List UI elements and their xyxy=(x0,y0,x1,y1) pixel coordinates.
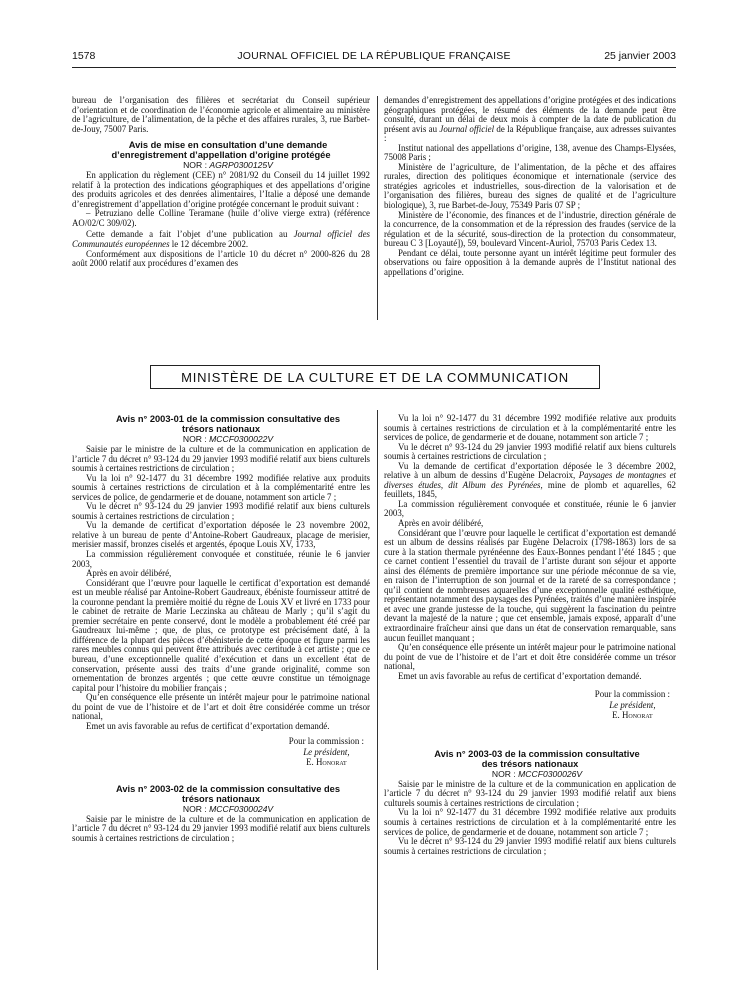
signature-title: Le président, xyxy=(303,746,350,757)
page-number: 1578 xyxy=(72,50,96,62)
running-header xyxy=(72,50,676,64)
paragraph: Considérant que l’œuvre pour laquelle le certificat d’exportation est demandé est un meuble réalisé par Antoine-Robert Gaudreaux, ébéniste fournisseur attitré de la couronne pendant la première moitié du règne de Louis XV et livré en 1733 pour le cabinet de retraite de Marie Leczinska au château de Marly ; qu’il s’agit du premier secrétaire en pente conservé, dont le modèle a probablement été créé par Gaudreaux lui-même ; que, de plus, ce prototype est précisément daté, à la différence de la plupart des pièces d’ébénisterie de cette époque et figure parmi les rares meubles connus qui peuvent être attribués avec certitude à cet artiste ; que ce bureau, d’une exceptionnelle qualité d’exécution et dans un excellent état de conservation, présente aussi des traits d’une grande originalité, comme son ornementation de bronzes argentés ; que cette œuvre constitue un témoignage capital pour l’histoire du mobilier français ; xyxy=(72,577,370,693)
paragraph: Institut national des appellations d’origine, 138, avenue des Champs-Elysées, 75008 Paris ; xyxy=(384,142,676,163)
paragraph: Saisie par le ministre de la culture et de la communication en application de l’article 7 du décret n° 93-124 du 29 janvier 1993 modifié relatif aux biens culturels soumis à certaines restrictions de circulation ; xyxy=(384,778,676,808)
paragraph: Pendant ce délai, toute personne ayant un intérêt légitime peut formuler des observations ou faire opposition à la demande auprès de l’Institut national des appellations d’origine. xyxy=(384,247,676,277)
paragraph: Ministère de l’économie, des finances et de l’industrie, direction générale de la concurrence, de la consommation et de la répression des fraudes (service de la régulation et de la sécurité, sous-direction de la protection du consommateur, bureau C 3 [Loyauté]), 59, boulevard Vincent-Auriol, 75703 Paris Cedex 13. xyxy=(384,209,676,249)
paragraph: demandes d’enregistrement des appellations d’origine protégées et des indications géographiques protégées, le résumé des éléments de la demande peut être consulté, durant un délai de deux mois à compter de la date de publication du présent avis au Journal officiel de la République française, aux adresses suivantes : xyxy=(384,95,676,144)
ministry-banner xyxy=(150,365,600,389)
signature-title: Le président, xyxy=(609,699,656,710)
paragraph: Vu la demande de certificat d’exportation déposée le 23 novembre 2002, relative à un bureau de pente d’Antoine-Robert Gaudreaux, placage de merisier, merisier massif, bronzes ciselés et argentés, époque Louis XV, 1733, xyxy=(72,520,370,550)
notice-title: Avis n° 2003-02 de la commission consultative des trésors nationaux xyxy=(115,783,340,804)
nor-label: NOR : xyxy=(182,434,207,444)
signature-line: Pour la commission : xyxy=(594,689,670,700)
bottom-left-column xyxy=(72,414,370,844)
paragraph: Qu’en conséquence elle présente un intérêt majeur pour le patrimoine national du point de vue de l’histoire et de l’art et doit être considérée comme un trésor national, xyxy=(384,642,676,672)
paragraph: Qu’en conséquence elle présente un intérêt majeur pour le patrimoine national du point de vue de l’histoire et de l’art et doit être considérée comme un trésor national, xyxy=(72,692,370,722)
signature-block xyxy=(384,689,670,721)
journal-reference: Journal officiel des Communautés européennes xyxy=(72,229,370,250)
nor-code: AGRP0300125V xyxy=(209,160,273,171)
paragraph: bureau de l’organisation des filières et secrétariat du Conseil supérieur d’orientation et de coordination de l’économie agricole et alimentaire au ministère de l’agriculture, de l’alimentation, de la pêche et des affaires rurales, 3, rue Barbet-de-Jouy, 75007 Paris. xyxy=(72,95,370,134)
album-title: Paysages de montagnes et diverses études, dit Album des Pyrénées xyxy=(384,470,676,490)
paragraph: Saisie par le ministre de la culture et de la communication en application de l’article 7 du décret n° 93-124 du 29 janvier 1993 modifié relatif aux biens culturels soumis à certaines restrictions de circulation ; xyxy=(72,813,370,843)
paragraph: Saisie par le ministre de la culture et de la communication en application de l’article 7 du décret n° 93-124 du 29 janvier 1993 modifié relatif aux biens culturels soumis à certaines restrictions de circulation ; xyxy=(72,444,370,474)
paragraph: Vu le décret n° 93-124 du 29 janvier 1993 modifié relatif aux biens culturels soumis à certaines restrictions de circulation ; xyxy=(72,501,370,521)
paragraph: Cette demande a fait l’objet d’une publication au Journal officiel des Communautés européennes le 12 décembre 2002. xyxy=(72,229,370,250)
notice-title: Avis de mise en consultation d’une demande d’enregistrement d’appellation d’origine protégée xyxy=(111,140,331,161)
paragraph: La commission régulièrement convoquée et constituée, réunie le 6 janvier 2003, xyxy=(384,498,676,519)
top-left-column xyxy=(72,96,370,269)
column-divider xyxy=(377,410,378,970)
nor-label: NOR : xyxy=(491,768,516,779)
signature-name: E. Honorat xyxy=(306,757,347,768)
paragraph: Après en avoir délibéré, xyxy=(86,568,172,579)
signature-line: Pour la commission : xyxy=(288,736,364,747)
paragraph: Vu le décret n° 93-124 du 29 janvier 1993 modifié relatif aux biens culturels soumis à certaines restrictions de circulation ; xyxy=(384,836,676,856)
nor-label: NOR : xyxy=(182,803,207,814)
nor-code: MCCF0300026V xyxy=(518,768,583,779)
paragraph: Emet un avis favorable au refus de certificat d’exportation demandé. xyxy=(86,720,330,731)
paragraph: En application du règlement (CEE) n° 2081/92 du Conseil du 14 juillet 1992 relatif à la protection des indications géographiques et des appellations d’origine des produits agricoles et des denrées alimentaires, l’Italie a déposé une demande d’enregistrement d’appellation d’origine protégée concernant le produit suivant : xyxy=(72,170,370,209)
paragraph: Vu la loi n° 92-1477 du 31 décembre 1992 modifiée relative aux produits soumis à certaines restrictions de circulation et à la complémentarité entre les services de police, de gendarmerie et de douane, notamment son article 7 ; xyxy=(384,413,676,443)
paragraph: Vu le décret n° 93-124 du 29 janvier 1993 modifié relatif aux biens culturels soumis à certaines restrictions de circulation ; xyxy=(384,441,676,462)
paragraph: Considérant que l’œuvre pour laquelle le certificat d’exportation est demandé est un album de dessins réalisés par Eugène Delacroix (1798-1863) lors de sa cure à la station thermale pyrénéenne des Eaux-Bonnes pendant l’été 1845 ; que ce carnet contient l’essentiel du travail de l’artiste durant son séjour et apporte ainsi des éléments de première importance sur une période méconnue de sa vie, en raison de l’interruption de son journal et de la rareté de sa correspondance ; qu’il contient de nombreuses aquarelles d’une exceptionnelle qualité esthétique, représentant notamment des paysages des Pyrénées, traités d’une manière inspirée et avec une grande justesse de la touche, qui suggèrent la fascination du peintre devant la majesté de la nature ; que cet ensemble, jamais exposé, apparaît d’une extraordinaire fraîcheur ainsi que dans un état de conservation remarquable, sans aucun feuillet manquant ; xyxy=(384,527,676,643)
paragraph: Vu la loi n° 92-1477 du 31 décembre 1992 modifiée relative aux produits soumis à certaines restrictions de circulation et à la complémentarité entre les services de police, de gendarmerie et de douane, notamment son article 7 ; xyxy=(72,472,370,502)
nor-code: MCCF0300022V xyxy=(209,434,274,444)
paragraph: Vu la demande de certificat d’exportation déposée le 3 décembre 2002, relative à un album de dessins d’Eugène Delacroix, Paysages de montagnes et diverses études, dit Album des Pyrénées, mine de plomb et aquarelles, 62 feuillets, 1845, xyxy=(384,460,676,500)
header-rule xyxy=(72,67,676,68)
paragraph: La commission régulièrement convoquée et constituée, réunie le 6 janvier 2003, xyxy=(72,549,370,569)
notice-title: Avis n° 2003-03 de la commission consultative des trésors nationaux xyxy=(434,748,640,769)
top-right-column xyxy=(384,96,676,277)
journal-reference: Journal officiel xyxy=(439,123,495,134)
issue-date: 25 janvier 2003 xyxy=(604,50,676,62)
paragraph: Ministère de l’agriculture, de l’alimentation, de la pêche et des affaires rurales, direction des politiques économique et internationale (service des stratégies agricoles et industrielles, sous-direction de la valorisation et de l’organisation des filières, bureau des signes de qualité et de l’agriculture biologique), 3, rue Barbet-de-Jouy, 75349 Paris 07 SP ; xyxy=(384,161,676,211)
paragraph: Vu la loi n° 92-1477 du 31 décembre 1992 modifiée relative aux produits soumis à certaines restrictions de circulation et à la complémentarité entre les services de police, de gendarmerie et de douane, notamment son article 7 ; xyxy=(384,807,676,837)
paragraph: – Petruziano delle Colline Teramane (huile d’olive vierge extra) (référence AO/02/C 309/02). xyxy=(72,208,370,228)
notice-title: Avis n° 2003-01 de la commission consultative des trésors nationaux xyxy=(115,414,340,434)
bottom-right-column xyxy=(384,414,676,856)
column-divider xyxy=(377,96,378,320)
signature-name: E. Honorat xyxy=(612,710,653,721)
paragraph: Emet un avis favorable au refus de certificat d’exportation demandé. xyxy=(398,670,642,681)
ministry-name: MINISTÈRE DE LA CULTURE ET DE LA COMMUNICATION xyxy=(181,369,569,385)
nor-code: MCCF0300024V xyxy=(209,803,274,814)
nor-label: NOR : xyxy=(183,160,207,171)
paragraph: Conformément aux dispositions de l’article 10 du décret n° 2000-826 du 28 août 2000 relatif aux procédures d’examen des xyxy=(72,248,370,269)
journal-title: JOURNAL OFFICIEL DE LA RÉPUBLIQUE FRANÇAISE xyxy=(237,50,511,62)
signature-block xyxy=(72,736,364,768)
paragraph: Après en avoir délibéré, xyxy=(398,518,484,529)
